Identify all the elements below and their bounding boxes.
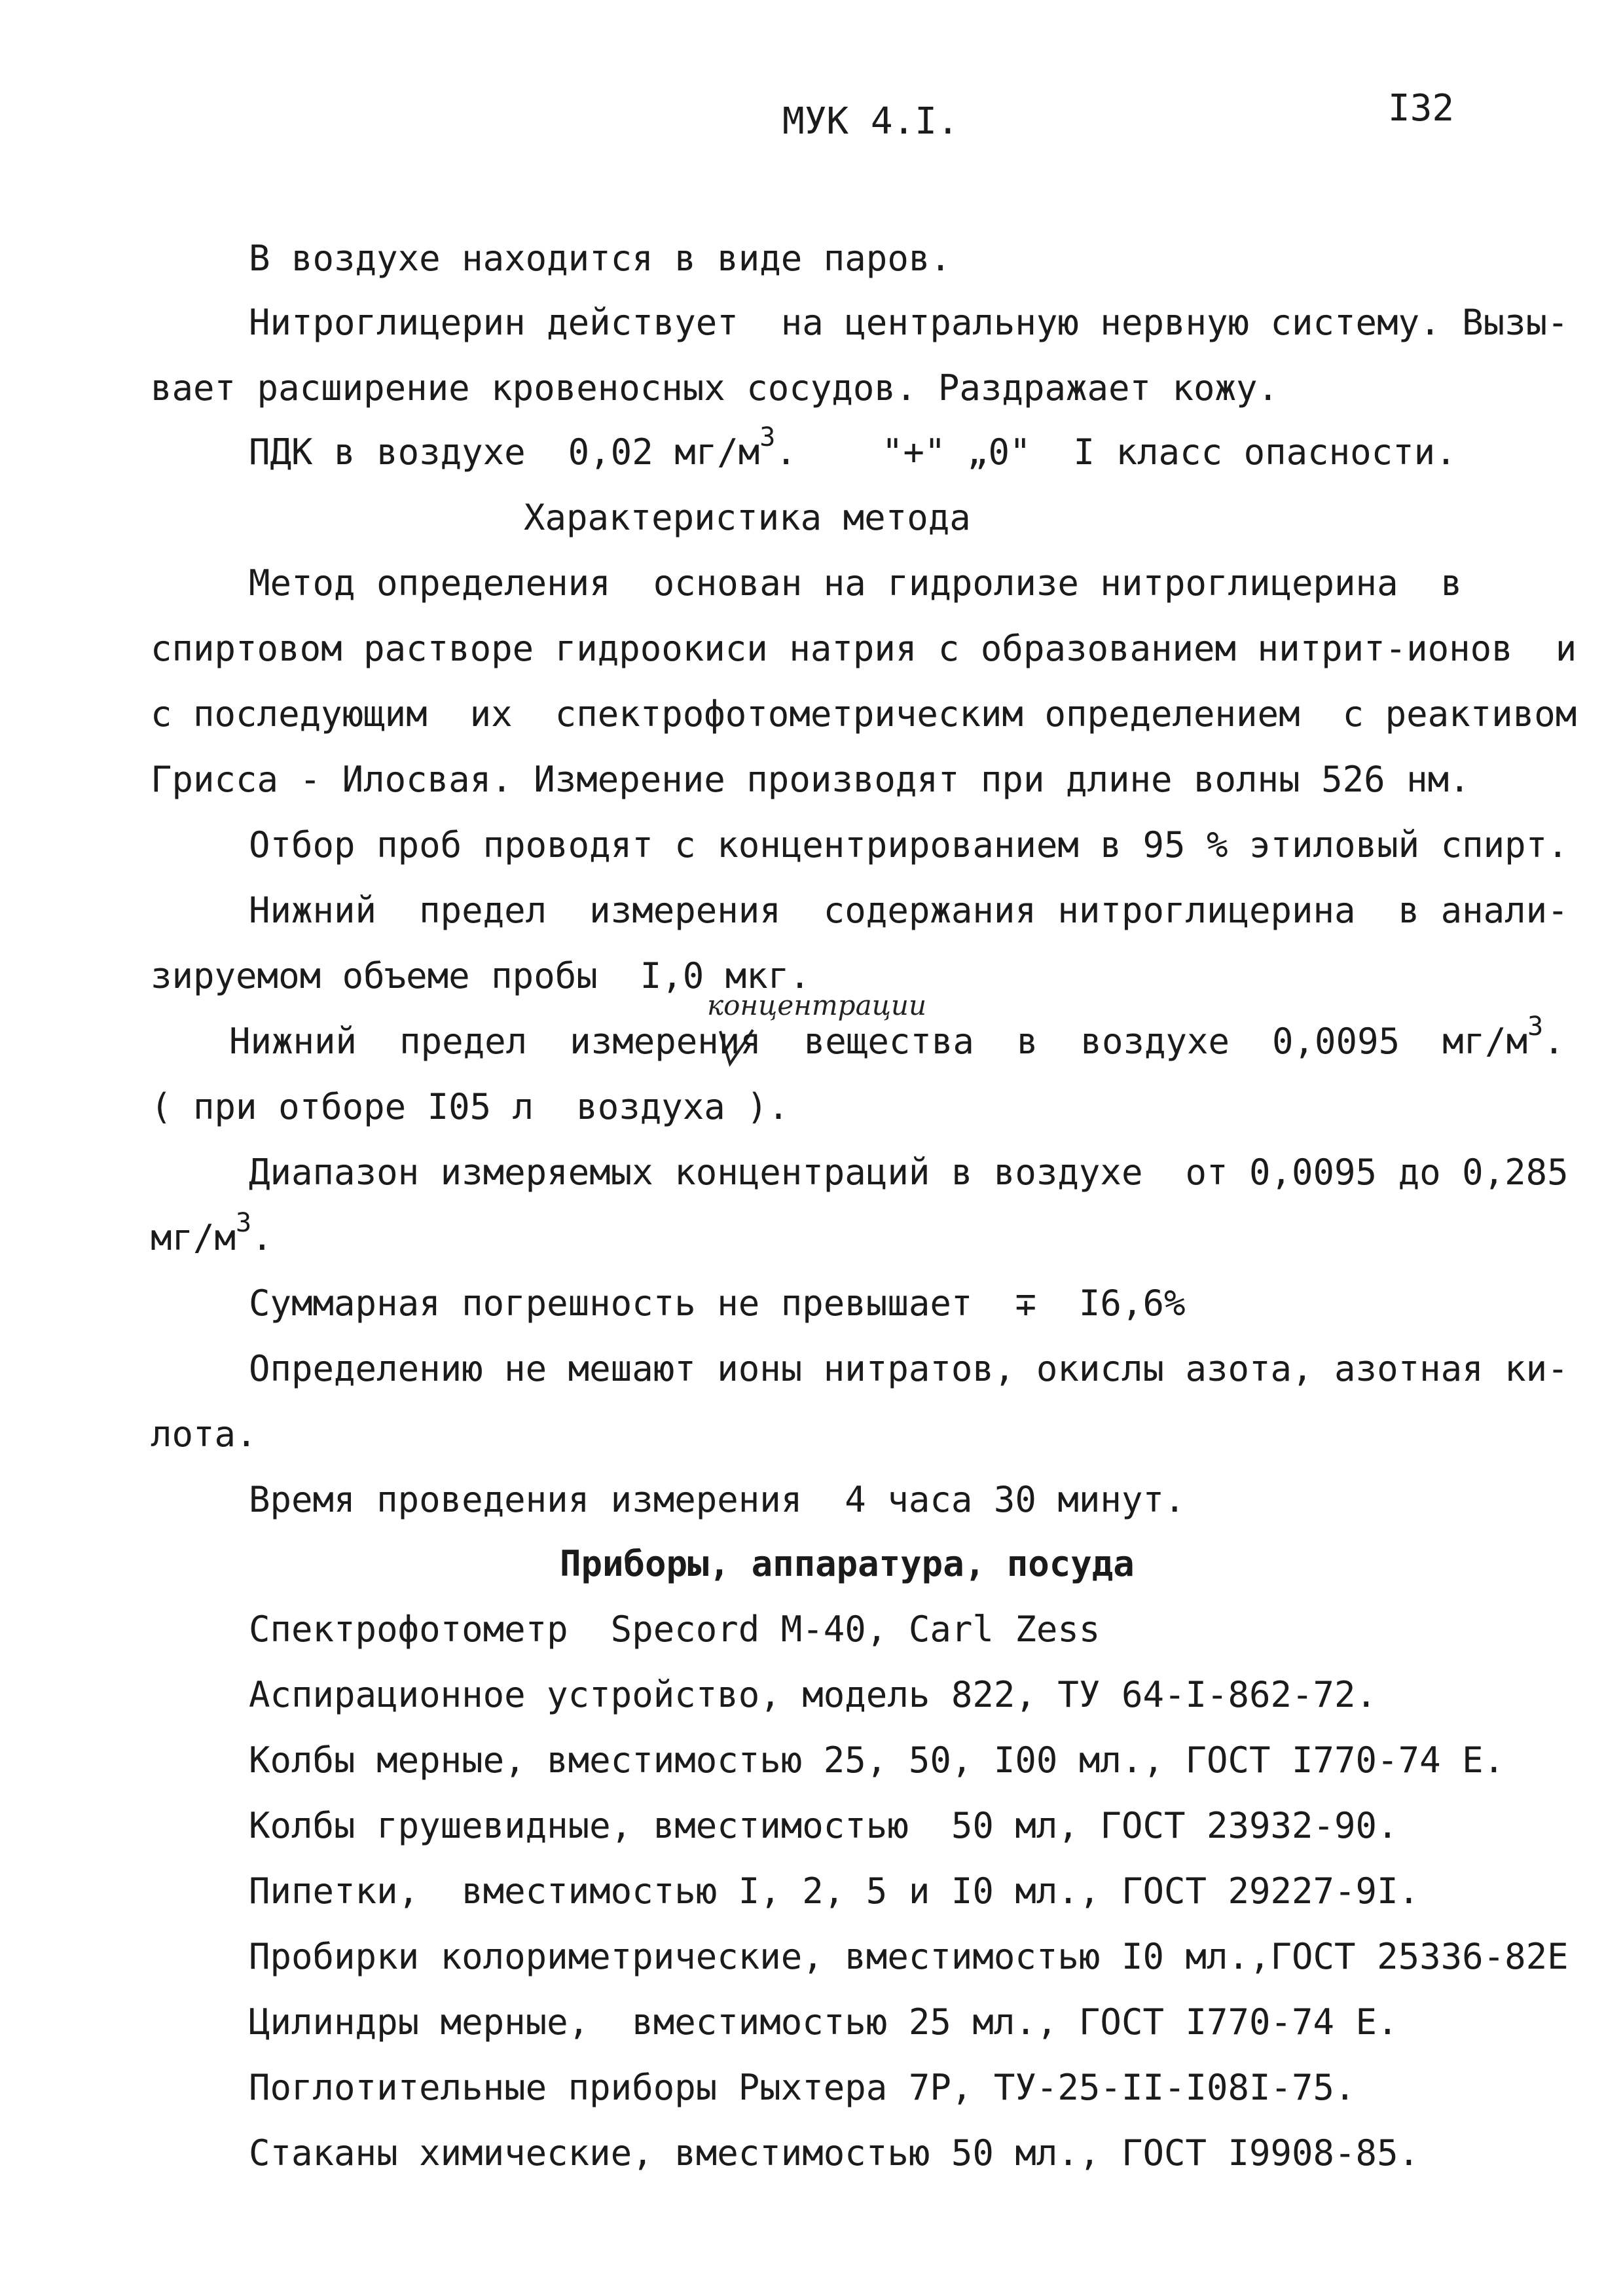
text-line: спиртовом растворе гидроокиси натрия с образованием нитрит-ионов и [151, 628, 1577, 669]
text-line: Метод определения основан на гидролизе нитроглицерина в [249, 562, 1463, 604]
text-line-units [151, 1208, 273, 1258]
section-heading: Приборы, аппаратура, посуда [560, 1543, 1135, 1584]
list-item: Пипетки, вместимостью I, 2, 5 и I0 мл., ГОСТ 29227-9I. [249, 1870, 1420, 1912]
units-text: мг/м [151, 1217, 236, 1258]
text-line: ( при отборе I05 л воздуха ). [151, 1086, 790, 1127]
text-line: лота. [151, 1413, 257, 1455]
list-item: Поглотительные приборы Рыхтера 7Р, ТУ-25-II-I08I-75. [249, 2067, 1356, 2108]
list-item: Пробирки колориметрические, вместимостью I0 мл.,ГОСТ 25336-82Е [249, 1936, 1569, 1977]
page-number: I32 [1388, 87, 1455, 130]
text-line: Суммарная погрешность не превышает ∓ I6,6% [249, 1283, 1186, 1324]
superscript: 3 [759, 422, 776, 452]
list-item: Спектрофотометр Specord M-40, Carl Zess [249, 1609, 1101, 1650]
text-line-pdk [249, 422, 1457, 473]
section-heading: Характеристика метода [524, 497, 971, 538]
lower-limit-tail: . [1543, 1021, 1565, 1062]
text-line: Отбор проб проводят с концентрированием в 95 % этиловый спирт. [249, 824, 1569, 866]
text-line: Диапазон измеряемых концентраций в воздухе от 0,0095 до 0,285 [249, 1152, 1569, 1193]
text-line: Определению не мешают ионы нитратов, окислы азота, азотная ки- [249, 1348, 1569, 1389]
text-line: Время проведения измерения 4 часа 30 минут. [249, 1479, 1186, 1520]
text-line: Грисса - Илосвая. Измерение производят при длине волны 526 нм. [151, 759, 1470, 800]
pdk-text-tail: . "+" „0" I класс опасности. [775, 431, 1457, 473]
text-line: Нижний предел измерения содержания нитроглицерина в анали- [249, 890, 1569, 931]
superscript: 3 [236, 1208, 252, 1238]
text-line: вает расширение кровеносных сосудов. Раздражает кожу. [151, 367, 1279, 409]
units-tail: . [251, 1217, 273, 1258]
pdk-text: ПДК в воздухе 0,02 мг/м [249, 431, 760, 473]
list-item: Стаканы химические, вместимостью 50 мл., ГОСТ I9908-85. [249, 2132, 1420, 2174]
list-item: Колбы грушевидные, вместимостью 50 мл, ГОСТ 23932-90. [249, 1805, 1398, 1846]
list-item: Колбы мерные, вместимостью 25, 50, I00 мл., ГОСТ I770-74 Е. [249, 1740, 1505, 1781]
list-item: Аспирационное устройство, модель 822, ТУ 64-I-862-72. [249, 1674, 1377, 1715]
text-line: зируемом объеме пробы I,0 мкг. [151, 955, 811, 996]
document-code: МУК 4.I. [782, 100, 959, 143]
text-line: В воздухе находится в виде паров. [249, 238, 951, 279]
superscript: 3 [1527, 1011, 1544, 1042]
lower-limit-text: Нижний предел измерения вещества в воздухе 0,0095 мг/м [229, 1021, 1528, 1062]
text-line: с последующим их спектрофотометрическим определением с реактивом [151, 693, 1577, 735]
list-item: Цилиндры мерные, вместимостью 25 мл., ГОСТ I770-74 Е. [249, 2001, 1398, 2043]
text-line: Нитроглицерин действует на центральную нервную систему. Вызы- [249, 302, 1569, 343]
handwritten-correction: концентрации [707, 989, 927, 1021]
text-line-lower-limit [229, 1011, 1565, 1062]
